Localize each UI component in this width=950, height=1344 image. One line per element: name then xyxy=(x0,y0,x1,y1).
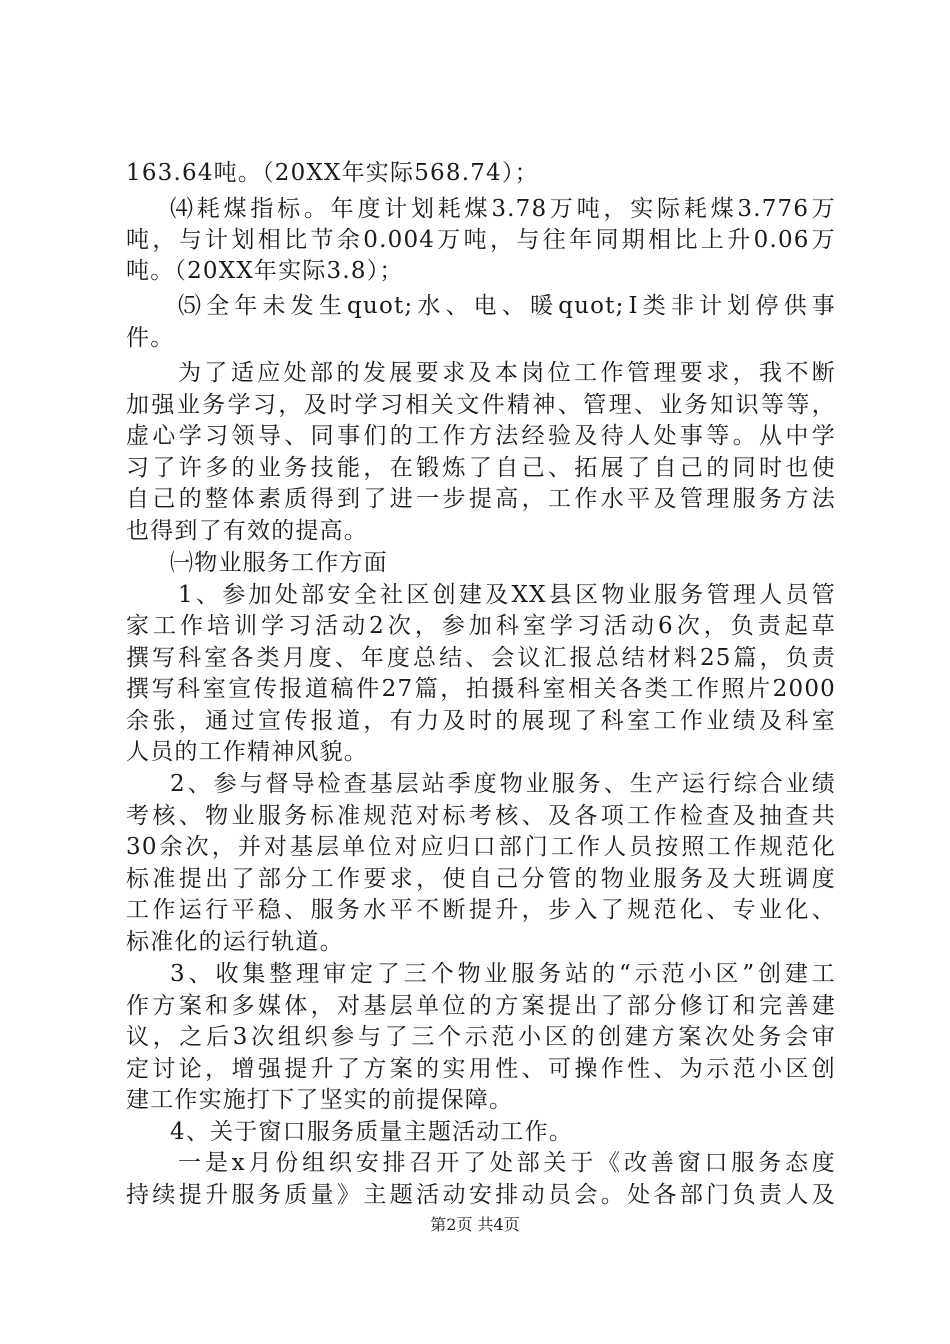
text-line: 建工作实施打下了坚实的前提保障。 xyxy=(126,1087,514,1113)
text-line: 标准提出了部分工作要求，使自己分管的物业服务及大班调度 xyxy=(126,866,836,892)
text-line: 1、参加处部安全社区创建及XX县区物业服务管理人员管 xyxy=(178,582,836,608)
text-line: 也得到了有效的提高。 xyxy=(126,518,368,544)
text-line: 一是x月份组织安排召开了处部关于《改善窗口服务态度 xyxy=(178,1150,836,1176)
text-line: 吨，与计划相比节余0.004万吨，与往年同期相比上升0.06万 xyxy=(126,227,836,253)
text-line: 自己的整体素质得到了进一步提高，工作水平及管理服务方法 xyxy=(126,486,836,512)
text-line: 余张，通过宣传报道，有力及时的展现了科室工作业绩及科室 xyxy=(126,708,836,734)
text-line: 撰写科室各类月度、年度总结、会议汇报总结材料25篇，负责 xyxy=(126,645,836,671)
text-line: 4、关于窗口服务质量主题活动工作。 xyxy=(170,1119,574,1145)
text-line: 作方案和多媒体，对基层单位的方案提出了部分修订和完善建 xyxy=(126,993,836,1019)
text-line: 习了许多的业务技能，在锻炼了自己、拓展了自己的同时也使 xyxy=(126,455,836,481)
text-line: 2、参与督导检查基层站季度物业服务、生产运行综合业绩 xyxy=(170,771,836,797)
text-line: 标准化的运行轨道。 xyxy=(126,929,344,955)
text-line: 持续提升服务质量》主题活动安排动员会。处各部门负责人及 xyxy=(126,1182,836,1208)
page-footer: 第2页 共4页 xyxy=(430,1215,520,1234)
text-line: ⑸全年未发生quot;水、电、暖quot;Ⅰ类非计划停供事 xyxy=(178,293,836,319)
text-line: 163.64吨。（20XX年实际568.74）； xyxy=(126,160,539,186)
text-line: 3、收集整理审定了三个物业服务站的“示范小区”创建工 xyxy=(170,961,836,987)
text-line: ⑷耗煤指标。年度计划耗煤3.78万吨，实际耗煤3.776万 xyxy=(170,196,836,222)
text-line: 虚心学习领导、同事们的工作方法经验及待人处事等。从中学 xyxy=(126,423,836,449)
text-line: 议，之后3次组织参与了三个示范小区的创建方案次处务会审 xyxy=(126,1024,836,1050)
text-line: 撰写科室宣传报道稿件27篇，拍摄科室相关各类工作照片2000 xyxy=(126,676,836,702)
text-line: 30余次，并对基层单位对应归口部门工作人员按照工作规范化 xyxy=(126,834,836,860)
text-line: 件。 xyxy=(126,325,175,351)
text-line: 人员的工作精神风貌。 xyxy=(126,739,368,765)
text-line: ㈠物业服务工作方面 xyxy=(170,550,388,576)
text-line: 工作运行平稳、服务水平不断提升，步入了规范化、专业化、 xyxy=(126,897,836,923)
text-line: 家工作培训学习活动2次，参加科室学习活动6次，负责起草 xyxy=(126,613,836,639)
text-line: 为了适应处部的发展要求及本岗位工作管理要求，我不断 xyxy=(178,360,836,386)
text-line: 吨。（20XX年实际3.8）； xyxy=(126,258,404,284)
text-line: 考核、物业服务标准规范对标考核、及各项工作检查及抽查共 xyxy=(126,803,836,829)
text-line: 加强业务学习，及时学习相关文件精神、管理、业务知识等等， xyxy=(126,392,836,418)
text-line: 定讨论，增强提升了方案的实用性、可操作性、为示范小区创 xyxy=(126,1056,836,1082)
